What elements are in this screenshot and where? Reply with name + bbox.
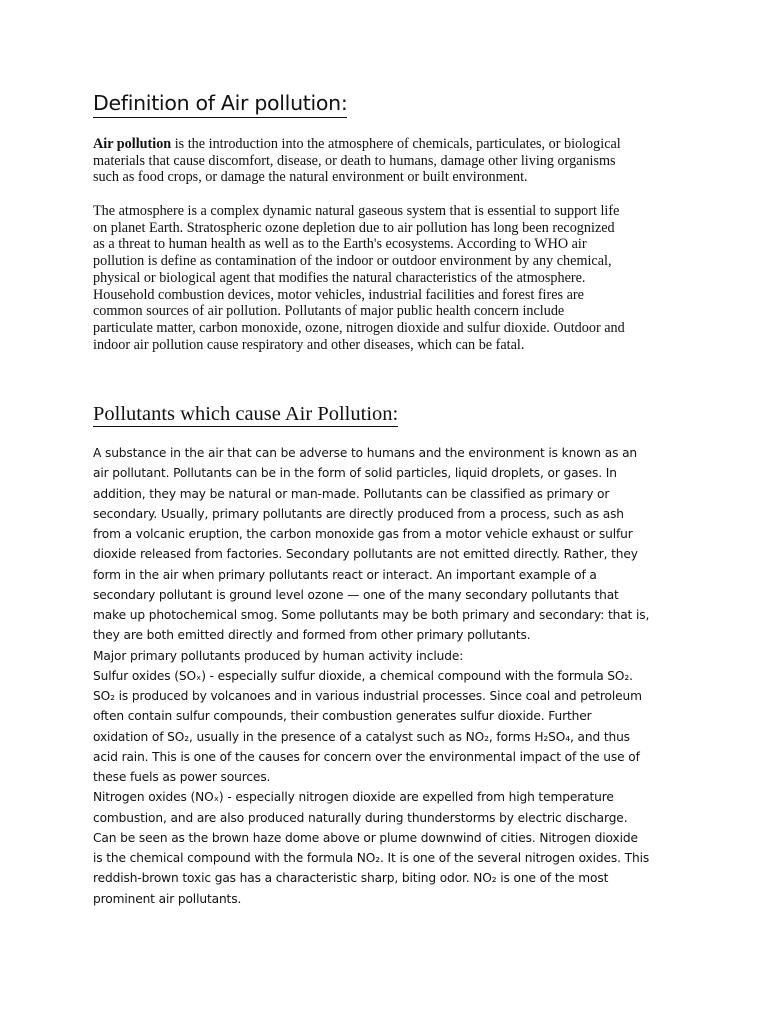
- body-line: acid rain. This is one of the causes for concern over the environmental impact of the use of: [93, 749, 640, 764]
- paragraph-line: physical or biological agent that modifies the natural characteristics of the atmosphere.: [93, 269, 586, 286]
- body-line: oxidation of SO₂, usually in the presence of a catalyst such as NO₂, forms H₂SO₄, and thus: [93, 729, 630, 744]
- body-line: Nitrogen oxides (NOₓ) - especially nitrogen dioxide are expelled from high temperature: [93, 790, 614, 805]
- paragraph-line: The atmosphere is a complex dynamic natural gaseous system that is essential to support life: [93, 203, 620, 219]
- body-line: prominent air pollutants.: [93, 891, 242, 906]
- body-line: dioxide released from factories. Secondary pollutants are not emitted directly. Rather, they: [93, 547, 638, 562]
- body-line: Can be seen as the brown haze dome above or plume downwind of cities. Nitrogen dioxide: [93, 830, 638, 845]
- body-line: make up photochemical smog. Some pollutants may be both primary and secondary: that is,: [93, 608, 650, 622]
- body-line: secondary pollutant is ground level ozone — one of the many secondary pollutants that: [93, 587, 619, 602]
- paragraph-line: indoor air pollution cause respiratory and other diseases, which can be fatal.: [93, 336, 525, 353]
- paragraph-line: [93, 136, 683, 153]
- heading-pollutants: Pollutants which cause Air Pollution:: [93, 403, 399, 425]
- body-line: secondary. Usually, primary pollutants are directly produced from a process, such as ash: [93, 506, 624, 521]
- body-line: is the chemical compound with the formula NO₂. It is one of the several nitrogen oxides. This: [93, 851, 650, 865]
- paragraph-line: on planet Earth. Stratospheric ozone depletion due to air pollution has long been recognized: [93, 219, 615, 236]
- paragraph-air-pollution-definition: [93, 136, 683, 186]
- body-line: addition, they may be natural or man-made. Pollutants can be classified as primary or: [93, 486, 610, 501]
- body-line: Major primary pollutants produced by human activity include:: [93, 648, 464, 663]
- heading-definition-air-pollution: Definition of Air pollution:: [93, 89, 347, 118]
- body-line: often contain sulfur compounds, their combustion generates sulfur dioxide. Further: [93, 709, 592, 724]
- paragraph-line: particulate matter, carbon monoxide, ozone, nitrogen dioxide and sulfur dioxide. Outdoor and: [93, 319, 625, 336]
- paragraph-line: common sources of air pollution. Pollutants of major public health concern include: [93, 303, 565, 320]
- body-line: from a volcanic eruption, the carbon monoxide gas from a motor vehicle exhaust or sulfur: [93, 527, 633, 541]
- paragraph-line: as a threat to human health as well as to the Earth's ecosystems. According to WHO air: [93, 236, 587, 253]
- paragraph-line: such as food crops, or damage the natural environment or built environment.: [93, 169, 528, 186]
- body-line: they are both emitted directly and formed from other primary pollutants.: [93, 628, 531, 643]
- body-line: these fuels as power sources.: [93, 770, 271, 784]
- body-line: SO₂ is produced by volcanoes and in various industrial processes. Since coal and petroleum: [93, 689, 642, 703]
- bold-term: Air pollution: [93, 136, 172, 152]
- paragraph-line: pollution is define as contamination of the indoor or outdoor environment by any chemical,: [93, 253, 612, 270]
- body-line: reddish-brown toxic gas has a characteristic sharp, biting odor. NO₂ is one of the most: [93, 871, 609, 886]
- body-line: Sulfur oxides (SOₓ) - especially sulfur dioxide, a chemical compound with the formula SO₂.: [93, 668, 633, 683]
- paragraph-line: materials that cause discomfort, disease, or death to humans, damage other living organisms: [93, 152, 616, 169]
- paragraph-atmosphere: [93, 203, 683, 353]
- body-line: A substance in the air that can be adverse to humans and the environment is known as an: [93, 446, 638, 460]
- section-pollutants-body: [93, 443, 683, 909]
- body-line: combustion, and are also produced naturally during thunderstorms by electric discharge.: [93, 810, 628, 825]
- paragraph-line-text: is the introduction into the atmosphere of chemicals, particulates, or biological: [171, 136, 621, 152]
- body-line: form in the air when primary pollutants react or interact. An important example of a: [93, 567, 597, 582]
- paragraph-line: Household combustion devices, motor vehicles, industrial facilities and forest fires are: [93, 286, 584, 303]
- body-line: air pollutant. Pollutants can be in the form of solid particles, liquid droplets, or gases. In: [93, 466, 617, 481]
